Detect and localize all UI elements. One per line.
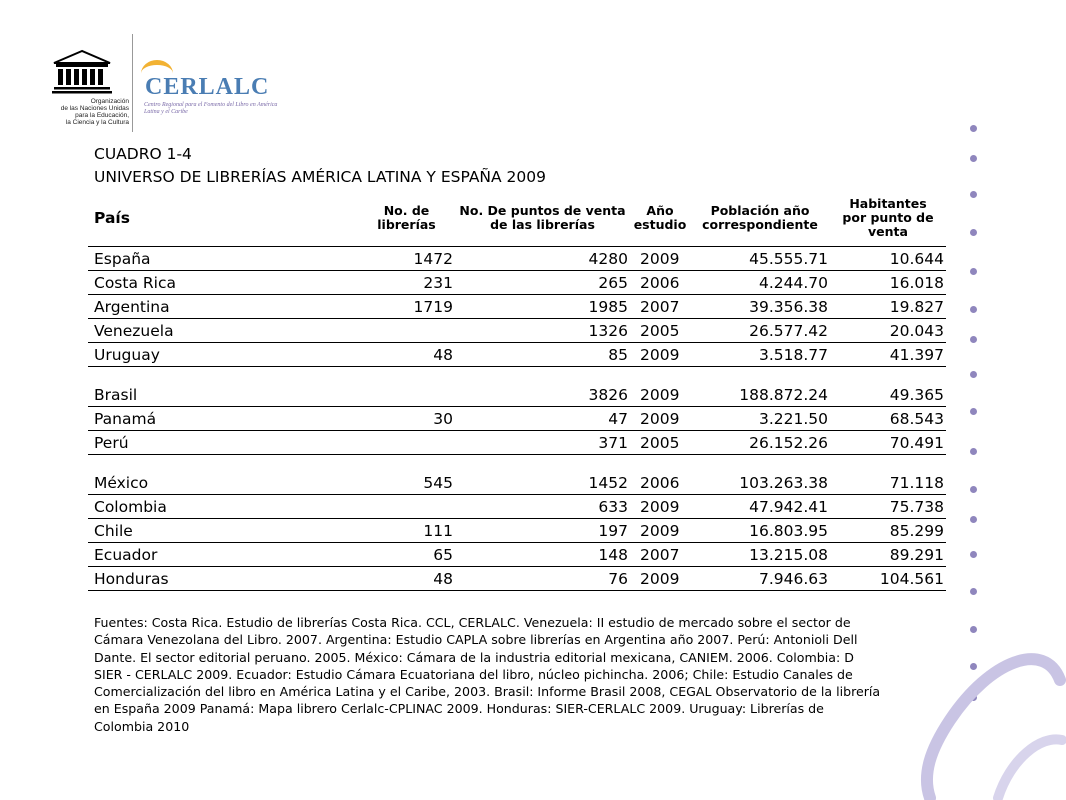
header-points-line: No. De puntos de venta bbox=[459, 203, 626, 218]
cell-country: Uruguay bbox=[88, 343, 358, 367]
table-row bbox=[88, 431, 946, 455]
cell-population: 39.356.38 bbox=[690, 295, 830, 319]
cell-points: 197 bbox=[455, 519, 630, 543]
unesco-logo-icon bbox=[52, 49, 112, 94]
cell-population: 47.942.41 bbox=[690, 495, 830, 519]
header-year-line: estudio bbox=[633, 217, 687, 232]
cell-bookstores bbox=[358, 383, 455, 407]
cell-inhabitants: 19.827 bbox=[830, 295, 946, 319]
table-group-spacer bbox=[88, 455, 946, 472]
cell-year: 2006 bbox=[630, 271, 690, 295]
cell-bookstores: 231 bbox=[358, 271, 455, 295]
table-row bbox=[88, 495, 946, 519]
cell-population: 103.263.38 bbox=[690, 471, 830, 495]
header-population-line: Población año bbox=[710, 203, 810, 218]
bullet-dot-icon bbox=[970, 371, 977, 378]
cerlalc-arc-icon bbox=[141, 60, 173, 87]
cerlalc-subtitle: Centro Regional para el Fomento del Libro en América Latina y el Caribe bbox=[144, 102, 278, 115]
table-row bbox=[88, 343, 946, 367]
cell-year: 2009 bbox=[630, 567, 690, 591]
cell-population: 26.152.26 bbox=[690, 431, 830, 455]
cell-inhabitants: 89.291 bbox=[830, 543, 946, 567]
header-bookstores bbox=[358, 190, 455, 247]
cell-country: Panamá bbox=[88, 407, 358, 431]
header-inhabitants bbox=[830, 190, 946, 247]
cell-country: Chile bbox=[88, 519, 358, 543]
cell-country: Colombia bbox=[88, 495, 358, 519]
cell-points: 1452 bbox=[455, 471, 630, 495]
table-row bbox=[88, 319, 946, 343]
cell-bookstores: 545 bbox=[358, 471, 455, 495]
table-caption: CUADRO 1-4 bbox=[94, 145, 192, 163]
cell-points: 3826 bbox=[455, 383, 630, 407]
table-row bbox=[88, 543, 946, 567]
cell-bookstores bbox=[358, 431, 455, 455]
cell-inhabitants: 49.365 bbox=[830, 383, 946, 407]
cell-population: 188.872.24 bbox=[690, 383, 830, 407]
cell-inhabitants: 10.644 bbox=[830, 247, 946, 271]
spacer-cell bbox=[88, 455, 946, 472]
header-inhabitants-line: Habitantes bbox=[849, 196, 927, 211]
table-row bbox=[88, 295, 946, 319]
bullet-dot-icon bbox=[970, 268, 977, 275]
header-year bbox=[630, 190, 690, 247]
table-row bbox=[88, 471, 946, 495]
cell-bookstores: 111 bbox=[358, 519, 455, 543]
cell-points: 265 bbox=[455, 271, 630, 295]
cell-bookstores: 1719 bbox=[358, 295, 455, 319]
header-points bbox=[455, 190, 630, 247]
table-row bbox=[88, 407, 946, 431]
table-header-row bbox=[88, 190, 946, 247]
spacer-cell bbox=[88, 367, 946, 384]
cell-year: 2009 bbox=[630, 383, 690, 407]
header-points-line: de las librerías bbox=[490, 217, 595, 232]
cell-population: 16.803.95 bbox=[690, 519, 830, 543]
header-country: País bbox=[88, 190, 358, 247]
table-row bbox=[88, 519, 946, 543]
cell-points: 47 bbox=[455, 407, 630, 431]
cell-inhabitants: 85.299 bbox=[830, 519, 946, 543]
bullet-dot-icon bbox=[970, 155, 977, 162]
cell-points: 4280 bbox=[455, 247, 630, 271]
header-year-line: Año bbox=[646, 203, 674, 218]
logo-divider bbox=[132, 34, 133, 132]
bullet-dot-icon bbox=[970, 486, 977, 493]
cell-country: Honduras bbox=[88, 567, 358, 591]
cell-country: Argentina bbox=[88, 295, 358, 319]
cell-population: 3.221.50 bbox=[690, 407, 830, 431]
bullet-dot-icon bbox=[970, 191, 977, 198]
cell-points: 1985 bbox=[455, 295, 630, 319]
cell-points: 1326 bbox=[455, 319, 630, 343]
cell-inhabitants: 16.018 bbox=[830, 271, 946, 295]
cell-inhabitants: 20.043 bbox=[830, 319, 946, 343]
cell-country: México bbox=[88, 471, 358, 495]
cell-year: 2007 bbox=[630, 295, 690, 319]
cell-population: 26.577.42 bbox=[690, 319, 830, 343]
cell-bookstores: 48 bbox=[358, 567, 455, 591]
bullet-dot-icon bbox=[970, 516, 977, 523]
cell-year: 2009 bbox=[630, 519, 690, 543]
bullet-dot-icon bbox=[970, 306, 977, 313]
cell-country: Venezuela bbox=[88, 319, 358, 343]
logo-area bbox=[22, 34, 282, 134]
cell-inhabitants: 71.118 bbox=[830, 471, 946, 495]
cell-year: 2009 bbox=[630, 495, 690, 519]
bullet-dot-icon bbox=[970, 448, 977, 455]
cell-country: Perú bbox=[88, 431, 358, 455]
cell-population: 3.518.77 bbox=[690, 343, 830, 367]
sources-note: Fuentes: Costa Rica. Estudio de librerías Costa Rica. CCL, CERLALC. Venezuela: II estudio de mercado sobre el sector de Cámara Venezolana del Libro. 2007. Argentina: Estudio CAPLA sobre librerías en Argentina año 2007. Perú: Antonioli Dell Dante. El sector editorial peruano. 2005. México: Cámara de la industria editorial mexicana, CANIEM. 2006. Colombia: D SIER - CERLALC 2009. Ecuador: Estudio Cámara Ecuatoriana del libro, núcleo pichincha. 2006; Chile: Estudio Canales de Comercialización del libro en América Latina y el Caribe, 2003. Brasil: Informe Brasil 2008, CEGAL Observatorio de la librería en España 2009 Panamá: Mapa librero Cerlalc-CPLINAC 2009. Honduras: SIER-CERLALC 2009. Uruguay: Librerías de Colombia 2010 bbox=[94, 615, 881, 734]
cell-population: 7.946.63 bbox=[690, 567, 830, 591]
cerlalc-name: CERLALC bbox=[145, 74, 270, 100]
cell-bookstores bbox=[358, 495, 455, 519]
cell-year: 2009 bbox=[630, 343, 690, 367]
table-row bbox=[88, 383, 946, 407]
table-row bbox=[88, 271, 946, 295]
cell-inhabitants: 68.543 bbox=[830, 407, 946, 431]
header-inhabitants-line: por punto de bbox=[842, 210, 934, 225]
cell-population: 45.555.71 bbox=[690, 247, 830, 271]
header-bookstores-line: librerías bbox=[377, 217, 436, 232]
header-population bbox=[690, 190, 830, 247]
header-inhabitants-line: venta bbox=[868, 224, 908, 239]
cell-points: 633 bbox=[455, 495, 630, 519]
cell-inhabitants: 70.491 bbox=[830, 431, 946, 455]
bullet-dot-icon bbox=[970, 588, 977, 595]
bullet-dot-icon bbox=[970, 229, 977, 236]
bullet-dot-icon bbox=[970, 408, 977, 415]
bullet-dot-icon bbox=[970, 551, 977, 558]
cell-year: 2009 bbox=[630, 407, 690, 431]
cell-year: 2007 bbox=[630, 543, 690, 567]
unesco-text: Organización de las Naciones Unidas para la Educación, la Ciencia y la Cultura bbox=[60, 98, 129, 126]
cell-bookstores bbox=[358, 319, 455, 343]
bookstores-table bbox=[88, 190, 946, 591]
cell-country: Ecuador bbox=[88, 543, 358, 567]
table-body bbox=[88, 247, 946, 591]
table-row bbox=[88, 567, 946, 591]
cell-bookstores: 65 bbox=[358, 543, 455, 567]
cell-inhabitants: 41.397 bbox=[830, 343, 946, 367]
cell-year: 2005 bbox=[630, 431, 690, 455]
cell-year: 2005 bbox=[630, 319, 690, 343]
cell-population: 4.244.70 bbox=[690, 271, 830, 295]
bullet-dot-icon bbox=[970, 336, 977, 343]
bullet-dot-icon bbox=[970, 125, 977, 132]
decorative-swoosh-icon bbox=[910, 640, 1066, 800]
cell-year: 2006 bbox=[630, 471, 690, 495]
table-group-spacer bbox=[88, 367, 946, 384]
cell-points: 85 bbox=[455, 343, 630, 367]
cell-bookstores: 30 bbox=[358, 407, 455, 431]
cell-points: 148 bbox=[455, 543, 630, 567]
table-row bbox=[88, 247, 946, 271]
cell-inhabitants: 104.561 bbox=[830, 567, 946, 591]
cell-points: 76 bbox=[455, 567, 630, 591]
header-population-line: correspondiente bbox=[702, 217, 818, 232]
cell-country: Costa Rica bbox=[88, 271, 358, 295]
cell-inhabitants: 75.738 bbox=[830, 495, 946, 519]
bullet-dot-icon bbox=[970, 626, 977, 633]
cell-bookstores: 1472 bbox=[358, 247, 455, 271]
cell-points: 371 bbox=[455, 431, 630, 455]
cell-country: España bbox=[88, 247, 358, 271]
table-title: UNIVERSO DE LIBRERÍAS AMÉRICA LATINA Y ESPAÑA 2009 bbox=[94, 168, 546, 186]
cell-bookstores: 48 bbox=[358, 343, 455, 367]
cell-population: 13.215.08 bbox=[690, 543, 830, 567]
cell-year: 2009 bbox=[630, 247, 690, 271]
cell-country: Brasil bbox=[88, 383, 358, 407]
cerlalc-logo bbox=[145, 74, 269, 101]
header-bookstores-line: No. de bbox=[383, 203, 430, 218]
